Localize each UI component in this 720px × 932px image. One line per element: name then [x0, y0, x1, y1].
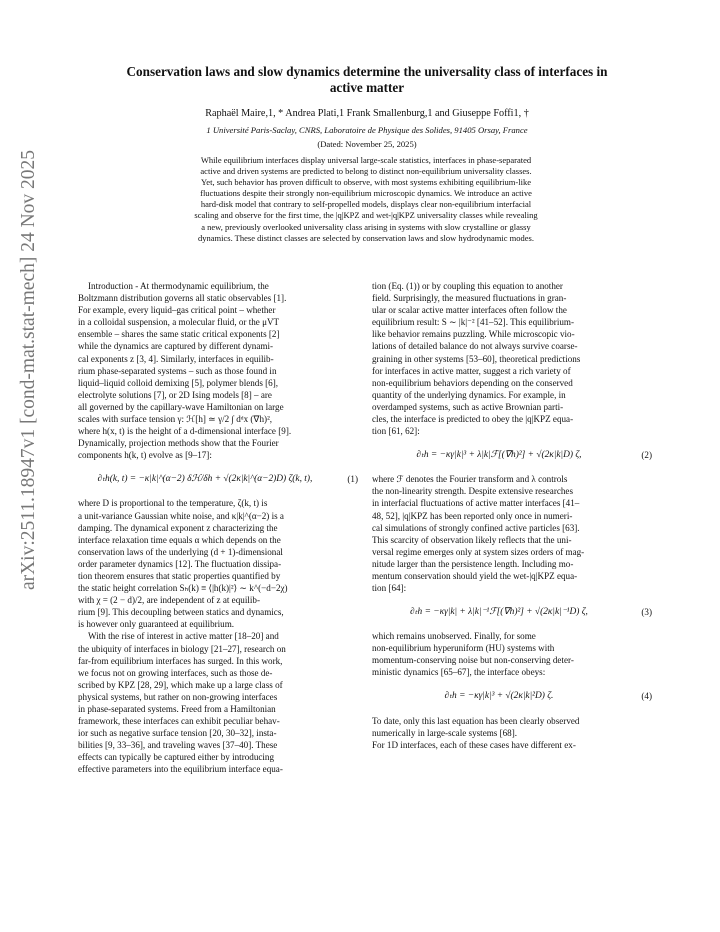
text-line: Yet, such behavior has proven difficult to observe, with most systems exhibiting equilibrium-like — [201, 177, 531, 188]
text-line: damping. The dynamical exponent z characterizing the — [78, 522, 278, 533]
text-line: This scarcity of observation likely reflects that the uni- — [372, 534, 572, 545]
text-line: tion [61, 62]: — [372, 426, 420, 437]
text-line: tion theorem ensures that static properties quantified by — [78, 570, 281, 581]
author-list: Raphaël Maire,1, * Andrea Plati,1 Frank Smallenburg,1 and Giuseppe Foffi1, † — [205, 108, 529, 119]
text-line: dynamics. These distinct classes are selected by conservation laws and slow hydrodynamic modes. — [198, 232, 534, 243]
text-line: field. Surprisingly, the measured fluctuations in gran- — [372, 293, 567, 304]
text-line: tion [64]: — [372, 583, 407, 594]
text-line: non-equilibrium behaviors depending on the conserved — [372, 377, 573, 388]
text-line: numerically in large-scale systems [68]. — [372, 727, 518, 738]
text-line: momentum-conserving noise but non-conserving deter- — [372, 655, 574, 666]
text-line: rium phase-separated systems – such as those found in — [78, 365, 277, 376]
right-paragraph-1 — [372, 280, 652, 437]
text-line: while the dynamics are captured by different dynami- — [78, 341, 274, 352]
text-line: bilities [9, 33–36], and traveling waves [37–40]. These — [78, 740, 278, 751]
text-line: physical systems, but rather on non-growing interfaces — [78, 691, 278, 702]
equation-4: ∂ₜh = −κγ|k|³ + √(2κ|k|²D) ζ. (4) — [444, 691, 652, 702]
abstract — [136, 155, 596, 244]
intro-paragraph-2 — [78, 497, 358, 630]
text-line: cles, the interface is predicted to obey the |q|KPZ equa- — [372, 414, 574, 425]
right-paragraph-2 — [372, 473, 652, 594]
text-line: where h(x, t) is the height of a d-dimensional interface [9]. — [78, 426, 292, 437]
text-line: ministic dynamics [65–67], the interface obeys: — [372, 667, 546, 678]
intro-paragraph-1 — [78, 280, 358, 461]
text-line: in a colloidal suspension, a molecular fluid, or the μVT — [78, 317, 280, 328]
text-line: With the rise of interest in active matter [18–20] and — [88, 631, 279, 642]
text-line: For 1D interfaces, each of these cases have different ex- — [372, 739, 576, 750]
text-line: While equilibrium interfaces display universal large-scale statistics, interfaces in phase-separated — [200, 155, 532, 165]
text-line: where ℱ denotes the Fourier transform and λ controls — [372, 474, 568, 485]
text-line: hard-disk model that contrary to self-propelled models, displays clear non-equilibrium interfacial — [200, 199, 532, 210]
equation-2: ∂ₜh = −κγ|k|³ + λ|k|ℱ[(∇h)²] + √(2κ|k|D) ζ, (2) — [416, 450, 652, 461]
text-line: order parameter dynamics [12]. The fluctuation dissipa- — [78, 558, 282, 569]
text-line: mentum conservation should yield the wet-|q|KPZ equa- — [372, 570, 578, 581]
text-line: effective parameters into the equilibrium interface equa- — [78, 764, 283, 775]
text-line: scales with surface tension γ: ℋ[h] ≃ γ/2 ∫ dᵈx (∇h)², — [78, 414, 273, 425]
text-line: the non-linearity strength. Despite extensive researches — [372, 486, 573, 497]
text-line: interface relaxation time equals α which depends on the — [78, 534, 281, 545]
text-line: lations of detailed balance do not always survive coarse- — [372, 341, 578, 352]
text-line: non-equilibrium hyperuniform (HU) systems with — [372, 643, 555, 654]
text-line: ior such as negative surface tension [20, 30–32], insta- — [78, 728, 277, 739]
text-line: a unit-variance Gaussian white noise, and κ|k|^(α−2) is a — [78, 510, 284, 521]
text-line: in phase-separated systems. Freed from a Hamiltonian — [78, 704, 276, 714]
text-line: scribed by KPZ [28, 29], which make up a large class of — [78, 679, 283, 690]
text-line: nitude larger than the persistence length. Including mo- — [372, 558, 574, 569]
text-line: equilibrium result: S ∼ |k|⁻² [41–52]. This equilibrium- — [372, 317, 574, 328]
text-line: is however only guaranteed at equilibrium. — [78, 619, 235, 630]
text-line: scaling and observe for the first time, the |q|KPZ and wet-|q|KPZ universality classes while revealing — [194, 210, 538, 221]
text-line: for interfaces in active matter, suggest a rich variety of — [372, 365, 571, 376]
text-line: conservation laws of the underlying (d + 1)-dimensional — [78, 546, 283, 557]
text-line: where D is proportional to the temperature, ζ(k, t) is — [78, 498, 268, 509]
paper-title: Conservation laws and slow dynamics determine the universality class of interfaces in active matter — [126, 64, 608, 95]
text-line: tion (Eq. (1)) or by coupling this equation to another — [372, 281, 563, 291]
date-line: (Dated: November 25, 2025) — [317, 139, 417, 149]
text-line: liquid–liquid colloid demixing [5], polymer blends [6], — [78, 377, 279, 388]
text-line: To date, only this last equation has been clearly observed — [372, 715, 580, 726]
text-line: cal exponents z [3, 4]. Similarly, interfaces in equilib- — [78, 353, 274, 364]
text-line: graining in other systems [53–60], theoretical predictions — [372, 353, 581, 364]
text-line: Dynamically, projection methods show that the Fourier — [78, 438, 279, 449]
text-line: quantity of the underlying dynamics. For example, in — [372, 389, 566, 400]
right-column — [372, 280, 652, 751]
text-line: active and driven systems are predicted to belong to distinct non-equilibrium universality classes. — [200, 166, 532, 177]
text-line: the ubiquity of interfaces in biology [21–27], research on — [78, 643, 286, 654]
text-line: Introduction - At thermodynamic equilibrium, the — [88, 281, 269, 291]
text-line: the static height correlation Sₕ(k) ≡ ⟨|h(k)|²⟩ ∼ k^(−d−2χ) — [78, 583, 288, 594]
text-line: overdamped systems, such as active Brownian parti- — [372, 401, 564, 412]
text-line: which remains unobserved. Finally, for some — [372, 631, 536, 642]
text-line: ensemble – shares the same static critical exponents [2] — [78, 329, 280, 340]
text-line: effects can typically be captured either by introducing — [78, 752, 275, 763]
arxiv-stamp: arXiv:2511.18947v1 [cond-mat.stat-mech] 24 Nov 2025 — [18, 149, 39, 591]
text-line: components h(k, t) evolve as [9–17]: — [78, 450, 212, 461]
text-line: ular or scalar active matter interfaces often follow the — [372, 305, 567, 316]
text-line: versal regime emerges only at system sizes orders of mag- — [372, 546, 585, 557]
text-line: a new, previously overlooked universality class arising in systems with slow crystalline or glassy — [201, 221, 531, 232]
text-line: cal simulations of strongly confined active particles [63]. — [372, 522, 580, 533]
text-line: all governed by the capillary-wave Hamiltonian on large — [78, 401, 284, 412]
equation-3: ∂ₜh = −κγ|k| + λ|k|⁻¹ℱ[(∇h)²] + √(2κ|k|⁻¹D) ζ, (3) — [410, 607, 652, 618]
right-paragraph-4 — [372, 715, 652, 751]
equation-1: ∂ₜh(k, t) = −κ|k|^(α−2) δℋ/δh + √(2κ|k|^(α−2)D) ζ(k, t), (1) — [97, 474, 358, 485]
text-line: far-from equilibrium interfaces has surged. In this work, — [78, 655, 283, 666]
text-line: with χ = (2 − d)/2, are independent of z at equilib- — [78, 595, 260, 606]
text-line: 48, 52], |q|KPZ has been reported only once in numeri- — [372, 510, 573, 521]
text-line: we focus not on growing interfaces, such as those de- — [78, 667, 273, 678]
text-line: fluctuations despite their strongly non-equilibrium microscopic dynamics. We introduce an active — [200, 188, 532, 199]
text-line: like behavior remains puzzling. While microscopic vio- — [372, 329, 575, 340]
left-column — [78, 280, 358, 776]
text-line: rium [9]. This decoupling between statics and dynamics, — [78, 607, 284, 618]
right-paragraph-3 — [372, 630, 652, 678]
text-line: electrolyte solutions [7], or 2D Ising models [8] – are — [78, 389, 272, 400]
intro-paragraph-3 — [78, 630, 358, 775]
affiliation: 1 Université Paris-Saclay, CNRS, Laboratoire de Physique des Solides, 91405 Orsay, France — [206, 125, 528, 135]
text-line: Boltzmann distribution governs all static observables [1]. — [78, 293, 287, 304]
text-line: in interfacial fluctuations of active matter interfaces [41– — [372, 498, 580, 509]
text-line: For example, every liquid–gas critical point – whether — [78, 305, 276, 316]
text-line: framework, these interfaces can exhibit peculiar behav- — [78, 716, 280, 727]
